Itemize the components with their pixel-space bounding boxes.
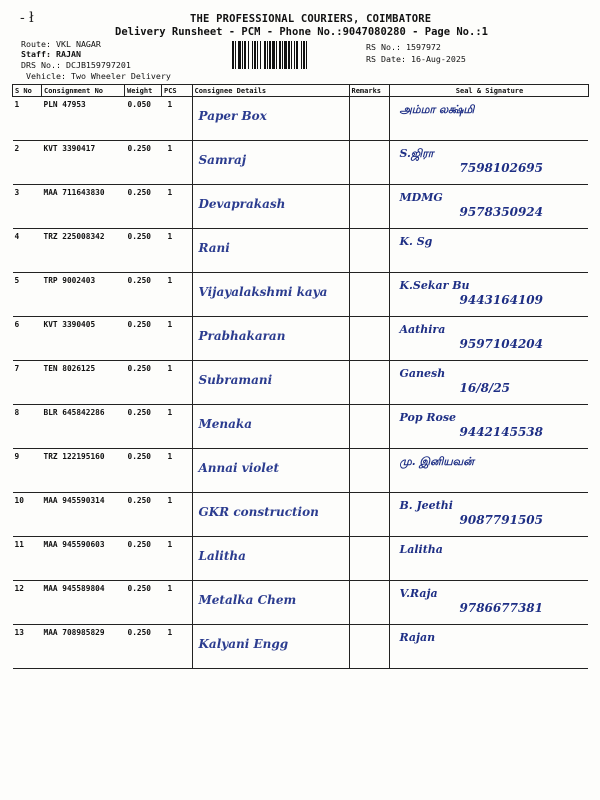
consignee-handwriting: Lalitha [198, 549, 246, 563]
consignee-handwriting: GKR construction [198, 505, 319, 519]
signature-handwriting: Aathira [399, 323, 446, 336]
signature-handwriting: MDMG [399, 191, 443, 204]
phone-handwriting: 16/8/25 [459, 381, 511, 395]
phone-handwriting: 7598102695 [459, 161, 543, 175]
pcs-cell: 1 [162, 361, 193, 405]
drs-label: DRS No.: DCJB159797201 [21, 60, 131, 70]
consignment-cell: KVT 3390417 [42, 141, 125, 185]
remarks-cell [349, 317, 389, 361]
sno-cell: 7 [13, 361, 42, 405]
sno-cell: 11 [13, 537, 42, 581]
consignee-handwriting: Kalyani Engg [198, 637, 289, 651]
table-row [13, 537, 589, 581]
table-row [13, 449, 589, 493]
signature-handwriting: K.Sekar Bu [399, 279, 470, 292]
signature-handwriting: Pop Rose [399, 411, 457, 424]
barcode-image [232, 41, 359, 69]
signature-handwriting: K. Sg [399, 235, 433, 248]
table-row [13, 185, 589, 229]
remarks-cell [349, 97, 389, 141]
signature-cell [389, 361, 588, 405]
pcs-cell: 1 [162, 141, 193, 185]
table-row [13, 317, 589, 361]
weight-cell: 0.250 [125, 537, 162, 581]
phone-handwriting: 9443164109 [459, 293, 543, 307]
consignee-handwriting: Metalka Chem [198, 593, 297, 607]
remarks-cell [349, 625, 389, 669]
weight-cell: 0.250 [125, 229, 162, 273]
signature-cell [389, 185, 588, 229]
weight-cell: 0.250 [125, 361, 162, 405]
consignment-cell: TEN 8026125 [42, 361, 125, 405]
remarks-cell [349, 273, 389, 317]
consignee-cell [192, 229, 349, 273]
consignment-cell: TRZ 225008342 [42, 229, 125, 273]
barcode-bar [307, 41, 309, 69]
sno-cell: 2 [13, 141, 42, 185]
consignee-cell [192, 625, 349, 669]
col-pcs: PCS [162, 85, 193, 97]
sno-cell: 13 [13, 625, 42, 669]
col-remarks: Remarks [349, 85, 389, 97]
signature-cell [389, 405, 588, 449]
pcs-cell: 1 [162, 493, 193, 537]
consignee-cell [192, 493, 349, 537]
sno-cell: 5 [13, 273, 42, 317]
consignee-cell [192, 581, 349, 625]
remarks-cell [349, 493, 389, 537]
consignee-handwriting: Vijayalakshmi kaya [198, 285, 328, 299]
table-row [13, 625, 589, 669]
signature-handwriting: B. Jeethi [399, 499, 453, 512]
consignment-cell: MAA 945589804 [42, 581, 125, 625]
table-row [13, 141, 589, 185]
phone-handwriting: 9087791505 [459, 513, 543, 527]
col-seal: Seal & Signature [389, 85, 588, 97]
table-header-row [13, 85, 589, 97]
consignee-handwriting: Rani [198, 241, 230, 255]
col-consignment: Consignment No [42, 85, 125, 97]
staff-label: Staff: RAJAN [21, 49, 81, 59]
weight-cell: 0.250 [125, 581, 162, 625]
sno-cell: 4 [13, 229, 42, 273]
signature-handwriting: Rajan [399, 631, 436, 644]
weight-cell: 0.250 [125, 449, 162, 493]
weight-cell: 0.050 [125, 97, 162, 141]
pcs-cell: 1 [162, 537, 193, 581]
consignee-handwriting: Prabhakaran [198, 329, 286, 343]
col-consignee: Consignee Details [192, 85, 349, 97]
consignee-cell [192, 449, 349, 493]
signature-cell [389, 97, 588, 141]
consignee-handwriting: Devaprakash [198, 197, 286, 211]
consignee-cell [192, 537, 349, 581]
table-row [13, 97, 589, 141]
consignment-cell: TRZ 122195160 [42, 449, 125, 493]
consignee-handwriting: Paper Box [198, 109, 267, 123]
sno-cell: 10 [13, 493, 42, 537]
consignee-handwriting: Subramani [198, 373, 273, 387]
remarks-cell [349, 537, 389, 581]
signature-handwriting: V.Raja [399, 587, 438, 600]
sno-cell: 1 [13, 97, 42, 141]
runsheet-table [12, 84, 589, 669]
pcs-cell: 1 [162, 581, 193, 625]
consignment-cell: TRP 9002403 [42, 273, 125, 317]
signature-cell [389, 493, 588, 537]
route-label: Route: VKL NAGAR [21, 39, 101, 49]
signature-cell [389, 625, 588, 669]
rs-number: RS No.: 1597972 [366, 42, 441, 52]
phone-handwriting: 9578350924 [459, 205, 543, 219]
consignee-handwriting: Samraj [198, 153, 247, 167]
signature-handwriting: Ganesh [399, 367, 446, 380]
consignee-cell [192, 97, 349, 141]
rs-date: RS Date: 16-Aug-2025 [366, 54, 466, 64]
phone-handwriting: 9597104204 [459, 337, 543, 351]
handwritten-mark: - ł [20, 10, 34, 26]
consignment-cell: MAA 708985829 [42, 625, 125, 669]
pcs-cell: 1 [162, 185, 193, 229]
signature-handwriting: Lalitha [399, 543, 443, 556]
sno-cell: 6 [13, 317, 42, 361]
consignee-cell [192, 317, 349, 361]
col-sno: S No [13, 85, 42, 97]
pcs-cell: 1 [162, 97, 193, 141]
table-row [13, 493, 589, 537]
remarks-cell [349, 581, 389, 625]
pcs-cell: 1 [162, 317, 193, 361]
consignment-cell: KVT 3390405 [42, 317, 125, 361]
pcs-cell: 1 [162, 273, 193, 317]
consignment-cell: MAA 711643830 [42, 185, 125, 229]
weight-cell: 0.250 [125, 317, 162, 361]
weight-cell: 0.250 [125, 273, 162, 317]
signature-cell [389, 537, 588, 581]
weight-cell: 0.250 [125, 405, 162, 449]
signature-handwriting: அம்மா லக்ஷ்மி [399, 103, 475, 116]
consignment-cell: MAA 945590603 [42, 537, 125, 581]
table-row [13, 273, 589, 317]
consignee-cell [192, 141, 349, 185]
table-row [13, 361, 589, 405]
consignee-handwriting: Annai violet [198, 461, 280, 475]
phone-handwriting: 9442145538 [459, 425, 543, 439]
vehicle-label: Vehicle: Two Wheeler Delivery [26, 71, 171, 81]
pcs-cell: 1 [162, 449, 193, 493]
remarks-cell [349, 449, 389, 493]
weight-cell: 0.250 [125, 625, 162, 669]
company-title: THE PROFESSIONAL COURIERS, COIMBATORE [190, 13, 432, 25]
table-row [13, 229, 589, 273]
consignment-cell: PLN 47953 [42, 97, 125, 141]
signature-handwriting: மு. இனியவன் [399, 455, 474, 468]
consignee-cell [192, 405, 349, 449]
consignment-cell: MAA 945590314 [42, 493, 125, 537]
pcs-cell: 1 [162, 229, 193, 273]
sno-cell: 3 [13, 185, 42, 229]
phone-handwriting: 9786677381 [459, 601, 543, 615]
signature-cell [389, 141, 588, 185]
runsheet-title: Delivery Runsheet - PCM - Phone No.:9047080280 - Page No.:1 [115, 26, 488, 38]
signature-cell [389, 229, 588, 273]
weight-cell: 0.250 [125, 141, 162, 185]
remarks-cell [349, 405, 389, 449]
pcs-cell: 1 [162, 405, 193, 449]
sno-cell: 12 [13, 581, 42, 625]
consignee-cell [192, 185, 349, 229]
sno-cell: 8 [13, 405, 42, 449]
signature-cell [389, 317, 588, 361]
weight-cell: 0.250 [125, 185, 162, 229]
consignee-cell [192, 273, 349, 317]
signature-cell [389, 449, 588, 493]
remarks-cell [349, 229, 389, 273]
consignment-cell: BLR 645842286 [42, 405, 125, 449]
consignee-cell [192, 361, 349, 405]
signature-cell [389, 273, 588, 317]
signature-cell [389, 581, 588, 625]
table-row [13, 581, 589, 625]
remarks-cell [349, 361, 389, 405]
remarks-cell [349, 185, 389, 229]
table-row [13, 405, 589, 449]
pcs-cell: 1 [162, 625, 193, 669]
consignee-handwriting: Menaka [198, 417, 253, 431]
remarks-cell [349, 141, 389, 185]
signature-handwriting: S.ஜிரா [399, 147, 434, 160]
sno-cell: 9 [13, 449, 42, 493]
col-weight: Weight [125, 85, 162, 97]
weight-cell: 0.250 [125, 493, 162, 537]
